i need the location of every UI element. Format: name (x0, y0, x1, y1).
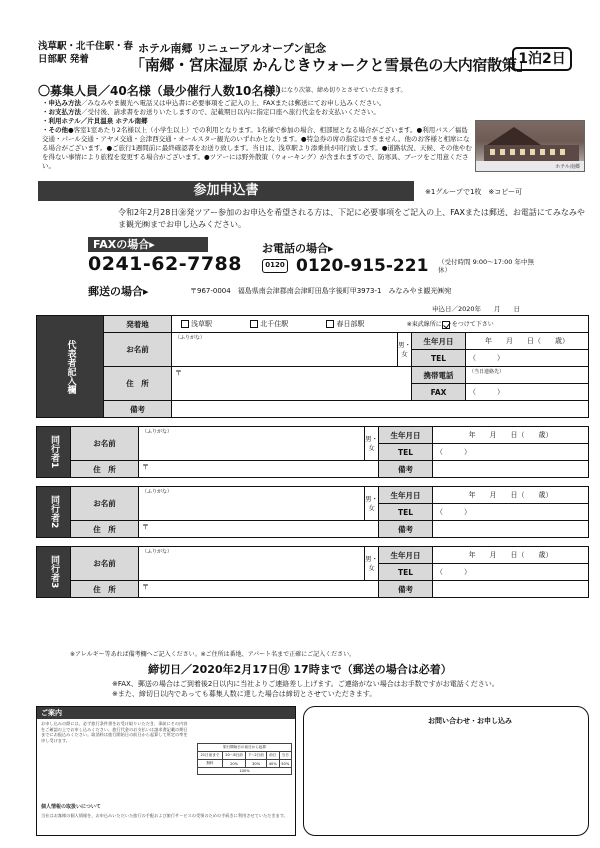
info-text: ／受付後、請求書をお送りいたしますので、記載期日以内に指定口座へ旅行代金をお支払いください。 (81, 108, 380, 116)
companion-side-label: 同行者3 (37, 547, 71, 598)
recruit-headline: 〇募集人員／40名様（最少催行人数10名様） (38, 84, 288, 98)
inquiry-title: お問い合わせ・お申し込み (428, 717, 512, 725)
allergy-note: ※アレルギー等あれば備考欄へご記入ください。※ご住所は番地、アパート名まで正確にご記入ください。 (70, 651, 356, 658)
companion-tel-input[interactable]: （ ） (433, 444, 589, 461)
terms-head: ご案内 (37, 707, 295, 719)
banner-note: ※1グループで1枚 ※コピー可 (425, 188, 523, 196)
name-label: お名前 (71, 547, 139, 581)
sex-select[interactable]: 男・女 (365, 427, 379, 461)
station-option-asakusa[interactable] (181, 320, 212, 328)
info-label: ・その他 (42, 126, 68, 134)
postal-mark: 〒 (142, 523, 149, 531)
cancel-rate-sameday: 100% (198, 768, 292, 775)
checkbox[interactable] (181, 320, 189, 328)
info-hotel (42, 117, 472, 126)
companion-side-label: 同行者2 (37, 487, 71, 538)
companion-birth-input[interactable]: 年 月 日（ 歳） (433, 547, 589, 564)
checkbox[interactable] (250, 320, 258, 328)
tel-field-label: TEL (379, 444, 433, 461)
application-form (36, 315, 589, 598)
cancel-fee-table (197, 743, 292, 775)
birth-label: 生年月日 (379, 547, 433, 564)
furigana-label: （ふりがな） (142, 429, 173, 435)
mail-label: 郵送の場合▸ (88, 285, 149, 298)
hotel-photo (475, 120, 585, 172)
remarks-label: 備考 (104, 401, 172, 418)
mobile-note: （当日連絡先） (469, 369, 505, 375)
cancel-rate: 無料 (198, 760, 223, 768)
cancel-rate: 40% (267, 760, 279, 768)
photo-caption: ホテル南郷 (555, 164, 580, 170)
terms-text: お申し込みの際には、必ず旅行条件書をお受け取りいただき、事前にその内容をご確認の上でお申し込みください。旅行代金のお支払いは請求書記載の期日までにお振込みください。取消料は旅行開始日の前日から起算して所定の率を申し受けます。 (41, 721, 188, 743)
privacy-text: 当社はお客様の個人情報を、お申込みいただいた旅行の手配および旅行サービスの受領のための手続きに利用させていただきます。 (41, 813, 288, 818)
station-option-kitasenju[interactable] (250, 320, 288, 328)
info-label: ・利用ホテル (42, 117, 81, 125)
terms-box (36, 706, 296, 836)
cancel-rate: 30% (246, 760, 267, 768)
representative-table (36, 315, 589, 418)
duration-badge: 1泊2日 (512, 47, 572, 71)
page-title: 「南郷・宮床湿原 かんじきウォークと雪景色の大内宿散策」 (130, 56, 532, 74)
remarks-label: 備考 (379, 461, 433, 478)
cancel-rate: 50% (279, 760, 292, 768)
tel-number: 0120-915-221 (296, 256, 429, 276)
deadline-note: ※FAX、郵送の場合はご到着後2日以内に当社よりご連絡差し上げます。ご連絡がない場合はお手数ですがお電話ください。 (112, 680, 499, 688)
info-label: ・お支払方法 (42, 108, 81, 116)
sex-select[interactable]: 男・女 (365, 547, 379, 581)
postal-mark: 〒 (142, 583, 149, 591)
departure-stations: 浅草駅・北千住駅・春日部駅 発着 (38, 41, 134, 65)
tel-field-label: TEL (412, 350, 466, 367)
privacy-head: 個人情報の取扱いについて (41, 804, 101, 810)
companion-birth-input[interactable]: 年 月 日（ 歳） (433, 427, 589, 444)
birth-label: 生年月日 (379, 487, 433, 504)
fax-number: 0241-62-7788 (88, 253, 242, 275)
companion-1-table (36, 426, 589, 478)
birth-label: 生年月日 (379, 427, 433, 444)
info-text: ／みなみやま観光へ電話又は申込書に必要事項をご記入の上、FAXまたは郵送にてお申し込みください。 (81, 99, 386, 107)
furigana-label: （ふりがな） (175, 335, 206, 341)
info-apply (42, 99, 472, 108)
furigana-label: （ふりがな） (142, 549, 173, 555)
address-label: 住 所 (71, 461, 139, 478)
remarks-label: 備考 (379, 521, 433, 538)
intro-text: 令和2年2月28日㊎発ツアー参加のお申込を希望される方は、下記に必要事項をご記入の上、FAXまたは郵送、お電話にてみなみやま観光㈱までお申し込みください。 (118, 208, 585, 229)
deadline-notes (112, 679, 499, 699)
companion-remarks-input[interactable] (433, 581, 589, 598)
station-label: 春日部駅 (336, 320, 365, 328)
cancel-rate: 20% (222, 760, 245, 768)
postal-mark: 〒 (175, 369, 182, 377)
info-payment (42, 108, 472, 117)
tel-label: お電話の場合▸ (262, 242, 334, 255)
rep-tel-input[interactable]: （ ） (466, 350, 589, 367)
companion-tel-input[interactable]: （ ） (433, 504, 589, 521)
sex-select[interactable]: 男・女 (365, 487, 379, 521)
address-label: 住 所 (71, 521, 139, 538)
departure-options (172, 316, 589, 333)
companion-address-input[interactable] (139, 521, 379, 538)
companion-address-input[interactable] (139, 581, 379, 598)
address-label: 住 所 (104, 367, 172, 401)
deadline: 締切日／2020年2月17日㊊ 17時まで（郵送の場合は必着） (148, 663, 452, 676)
checkbox[interactable] (326, 320, 334, 328)
rep-remarks-input[interactable] (172, 401, 589, 418)
rep-name-input[interactable] (172, 333, 398, 367)
station-note (407, 321, 494, 328)
name-label: お名前 (71, 487, 139, 521)
subtitle: ホテル南郷 リニューアルオープン記念 (138, 42, 327, 55)
mail-address: 〒967-0004 福島県南会津郡南会津町田島字後町甲3973-1 みなみやま観光㈱宛 (190, 287, 452, 295)
postal-mark: 〒 (142, 463, 149, 471)
fax-label: FAXの場合▸ (88, 237, 208, 252)
companion-name-input[interactable] (139, 547, 365, 581)
cancel-period: 21日前まで (198, 752, 223, 760)
rep-fax-input[interactable]: （ ） (466, 384, 589, 401)
companion-remarks-input[interactable] (433, 461, 589, 478)
info-other (42, 126, 472, 171)
remarks-label: 備考 (379, 581, 433, 598)
fax-field-label: FAX (412, 384, 466, 401)
recruit-note: ※定員になり次第、締め切りとさせていただきます。 (264, 87, 407, 94)
rep-side-label: 代表者記入欄 (37, 316, 104, 418)
deadline-note: ※また、締切日以内であっても募集人数に達した場合は締切とさせていただきます。 (112, 690, 377, 698)
address-label: 住 所 (71, 581, 139, 598)
mobile-label-text: 携帯電話 (423, 370, 454, 380)
cancel-period: 当日 (279, 752, 292, 760)
station-note-tail: をつけて下さい (451, 321, 494, 328)
form-banner: 参加申込書 (38, 181, 414, 201)
birth-label: 生年月日 (412, 333, 466, 350)
tel-field-label: TEL (379, 504, 433, 521)
station-label: 北千住駅 (260, 320, 289, 328)
rep-address-input[interactable] (172, 367, 412, 401)
companion-name-input[interactable] (139, 487, 365, 521)
companion-side-label: 同行者1 (37, 427, 71, 478)
cancel-fee-head: 旅行開始日の前日から起算 (198, 744, 292, 752)
companion-tel-input[interactable]: （ ） (433, 564, 589, 581)
furigana-label: （ふりがな） (142, 489, 173, 495)
info-text: ／片貝温泉 ホテル南郷 (80, 117, 148, 125)
rep-birth-input[interactable]: 年 月 日（ 歳） (466, 333, 589, 350)
check-icon (442, 321, 450, 329)
companion-2-table (36, 486, 589, 538)
rep-mobile-input[interactable] (466, 367, 589, 384)
sex-select[interactable]: 男・女 (398, 333, 412, 367)
departure-label: 発着地 (104, 316, 172, 333)
companion-remarks-input[interactable] (433, 521, 589, 538)
cancel-period: 7～2日前 (246, 752, 267, 760)
info-text: ●客室1室あたり2名様以上（小学生以上）での利用となります。1名様で参加の場合、相部屋となる場合がございます。●利用バス／福島交通・パール交通・アヤメ交通・会津西交通・オールスター観光のいずれかとなります。●特急券の席の指定はできません。他のお客様と相席になる場合がございます。●ご旅行1週間前に最終確認書をお送り致します。当日は、浅草駅より添乗員が同行致します。●道路状況、天候、その他やむを得ない事情により旅程を変更する場合がございます。●ツアーには野外散策（ウォーキング）が含まれますので、防寒具、ブーツをご用意ください。 (42, 126, 472, 170)
station-note-text: ※東武線所に (406, 321, 442, 328)
tel-field-label: TEL (379, 564, 433, 581)
cancel-period: 前日 (267, 752, 279, 760)
cancel-period: 20～8日前 (222, 752, 245, 760)
name-label: お名前 (104, 333, 172, 367)
station-label: 浅草駅 (191, 320, 212, 328)
tel-hours: （受付時間 9:00～17:00 年中無休） (438, 258, 534, 274)
info-label: ・申込み方法 (42, 99, 81, 107)
free-dial-icon: 0120 (262, 259, 288, 273)
companion-name-input[interactable] (139, 427, 365, 461)
companion-birth-input[interactable]: 年 月 日（ 歳） (433, 487, 589, 504)
name-label: お名前 (71, 427, 139, 461)
station-option-kasukabe[interactable] (326, 320, 364, 328)
apply-date-field[interactable]: 申込日／2020年 月 日 (432, 305, 521, 313)
companion-3-table (36, 546, 589, 598)
mobile-label (412, 367, 466, 384)
companion-address-input[interactable] (139, 461, 379, 478)
